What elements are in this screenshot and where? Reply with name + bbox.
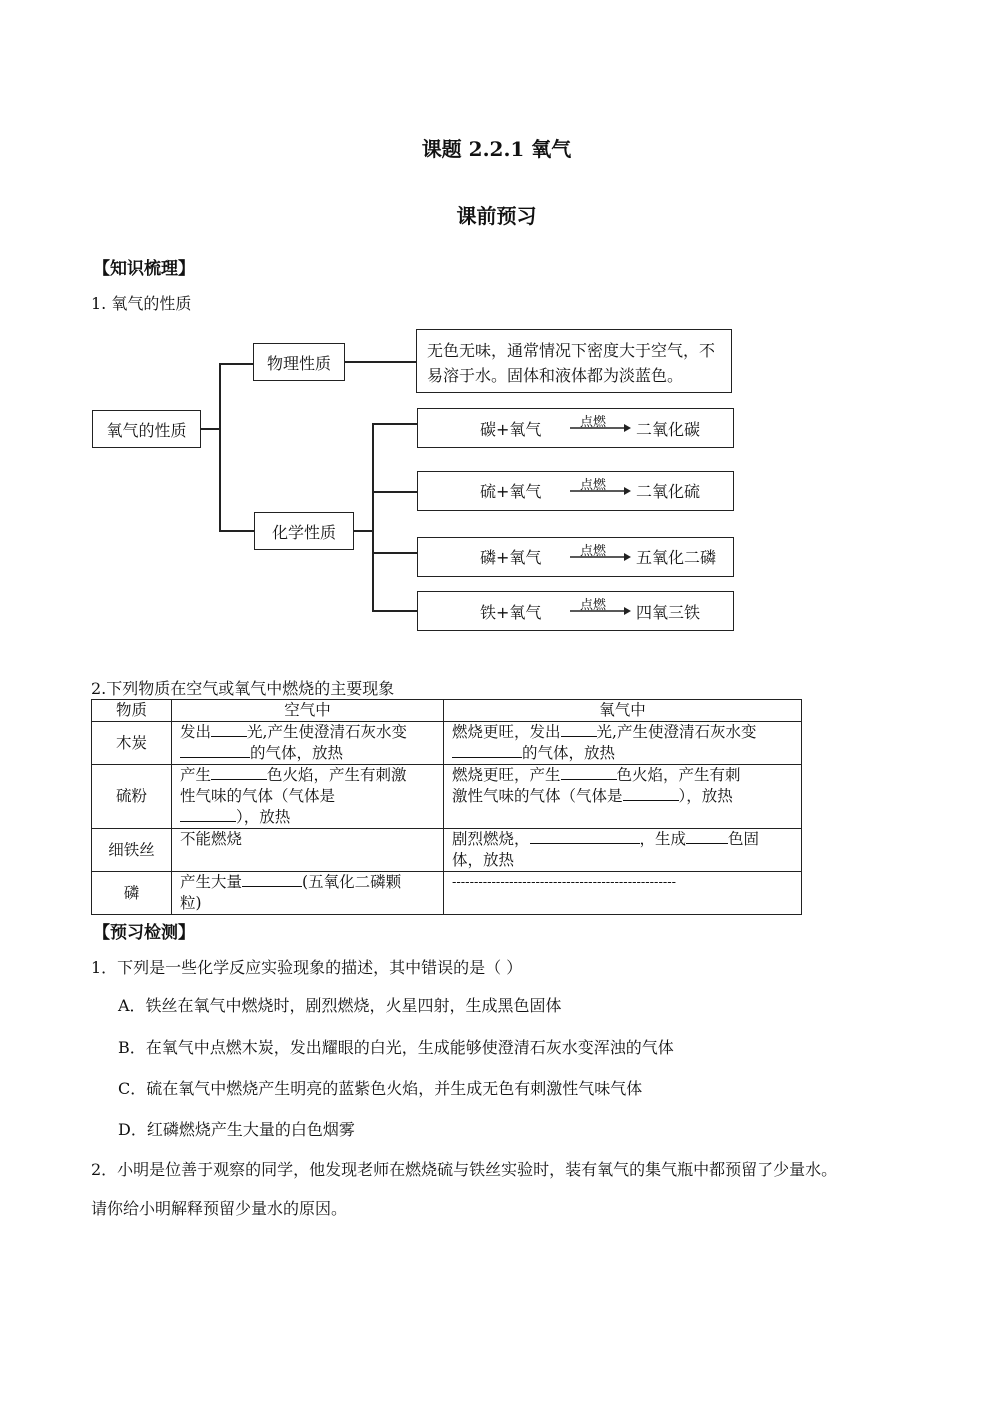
reactant-sulfur: 硫+氧气 <box>480 482 542 501</box>
connector-physical-desc <box>345 361 417 363</box>
condition-label: 点燃 <box>580 544 607 559</box>
connector-chemical-out <box>353 530 373 532</box>
cell-text: 燃烧更旺，产生 <box>452 766 561 784</box>
answer-blank[interactable] <box>561 722 597 737</box>
cell-text: ，生成 <box>639 830 687 848</box>
cell-text: 的气体，放热 <box>250 744 344 762</box>
product-carbon: 二氧化碳 <box>636 420 701 439</box>
reaction-box-phosphorus <box>417 537 734 577</box>
connector-root <box>200 428 220 430</box>
table-header-cell: 物质 <box>92 700 172 722</box>
connector-chemical <box>219 530 254 532</box>
connector-reaction-2 <box>372 491 418 493</box>
table-cell-substance: 硫粉 <box>92 765 172 829</box>
answer-blank[interactable] <box>561 765 617 780</box>
cell-text: --------------------------------------------------- <box>452 875 677 890</box>
cell-text: ），放热 <box>236 808 291 826</box>
reactant-phosphorus: 磷+氧气 <box>480 548 542 567</box>
condition-label: 点燃 <box>580 478 607 493</box>
physical-desc-line2: 易溶于水。固体和液体都为淡蓝色。 <box>427 366 684 385</box>
diagram-root-box <box>92 410 201 448</box>
chemical-property-label: 化学性质 <box>271 522 336 542</box>
cell-text: ），放热 <box>678 787 733 805</box>
table-cell-air <box>172 765 444 829</box>
diagram-root-label: 氧气的性质 <box>106 420 187 440</box>
table-row <box>92 722 802 765</box>
reaction-arrow-icon <box>570 606 632 616</box>
reaction-box-iron <box>417 591 734 631</box>
reactant-carbon: 碳+氧气 <box>480 420 542 439</box>
cell-text: 色固 <box>728 830 760 848</box>
table-cell-oxygen <box>444 765 802 829</box>
section-heading-check: 【预习检测】 <box>93 923 195 943</box>
condition-label: 点燃 <box>580 415 607 430</box>
question-2-line1: 2．小明是位善于观察的同学，他发现老师在燃烧硫与铁丝实验时，装有氧气的集气瓶中都预留了少量水。 <box>91 1160 838 1179</box>
product-iron: 四氧三铁 <box>636 603 701 622</box>
cell-text: 性气味的气体（气体是 <box>180 787 336 805</box>
table-cell-substance: 磷 <box>92 872 172 915</box>
question-2-line2: 请你给小明解释预留少量水的原因。 <box>91 1199 348 1218</box>
question-1-option-a[interactable]: A．铁丝在氧气中燃烧时，剧烈燃烧，火星四射，生成黑色固体 <box>118 996 562 1015</box>
connector-chemical-vertical <box>372 423 374 611</box>
answer-blank[interactable] <box>530 829 640 844</box>
answer-blank[interactable] <box>242 872 302 887</box>
table-cell-oxygen <box>444 872 802 915</box>
question-1: 1．下列是一些化学反应实验现象的描述，其中错误的是（ ） <box>91 958 523 977</box>
connector-reaction-1 <box>372 423 418 425</box>
answer-blank[interactable] <box>180 807 236 822</box>
question-1-option-b[interactable]: B．在氧气中点燃木炭，发出耀眼的白光，生成能够使澄清石灰水变浑浊的气体 <box>118 1038 674 1057</box>
cell-text: 色火焰，产生有刺激 <box>267 766 407 784</box>
table-header-row <box>92 700 802 722</box>
cell-text: 体，放热 <box>452 851 515 869</box>
reaction-arrow-icon <box>570 486 632 496</box>
reactant-iron: 铁+氧气 <box>480 603 542 622</box>
answer-blank[interactable] <box>211 765 267 780</box>
table-cell-substance: 木炭 <box>92 722 172 765</box>
cell-text: 产生 <box>180 766 212 784</box>
item-oxygen-properties: 1. 氧气的性质 <box>91 294 192 313</box>
answer-blank[interactable] <box>686 829 728 844</box>
answer-blank[interactable] <box>623 786 679 801</box>
chemical-property-box <box>254 512 354 550</box>
combustion-table <box>91 699 802 915</box>
cell-text: 粒) <box>180 894 202 912</box>
page-subtitle: 课前预习 <box>456 204 537 228</box>
cell-text: 不能燃烧 <box>180 830 243 848</box>
reaction-box-sulfur <box>417 471 734 511</box>
connector-physical <box>219 363 254 365</box>
table-cell-air <box>172 872 444 915</box>
table-header-cell: 空气中 <box>172 700 444 722</box>
reaction-arrow-icon <box>570 423 632 433</box>
cell-text: 产生大量 <box>180 873 243 891</box>
product-sulfur: 二氧化硫 <box>636 482 701 501</box>
table-cell-substance: 细铁丝 <box>92 829 172 872</box>
physical-property-label: 物理性质 <box>266 353 331 373</box>
section-heading-knowledge: 【知识梳理】 <box>93 259 195 279</box>
page-title: 课题 2.2.1 氧气 <box>421 137 572 161</box>
table-header-cell: 氧气中 <box>444 700 802 722</box>
question-1-option-c[interactable]: C．硫在氧气中燃烧产生明亮的蓝紫色火焰，并生成无色有刺激性气味气体 <box>118 1079 643 1098</box>
item-combustion-phenomena: 2.下列物质在空气或氧气中燃烧的主要现象 <box>91 679 395 698</box>
table-row <box>92 872 802 915</box>
cell-text: 的气体，放热 <box>522 744 616 762</box>
cell-text: 激性气味的气体（气体是 <box>452 787 623 805</box>
answer-blank[interactable] <box>452 743 522 758</box>
cell-text: 剧烈燃烧， <box>452 830 530 848</box>
physical-desc-box <box>416 329 732 393</box>
table-cell-air <box>172 829 444 872</box>
table-row <box>92 829 802 872</box>
physical-property-box <box>253 343 345 381</box>
connector-root-vertical <box>219 363 221 531</box>
table-row <box>92 765 802 829</box>
product-phosphorus: 五氧化二磷 <box>636 548 717 567</box>
cell-text: 燃烧更旺，发出 <box>452 723 561 741</box>
connector-reaction-3 <box>372 552 418 554</box>
answer-blank[interactable] <box>211 722 247 737</box>
table-cell-oxygen <box>444 829 802 872</box>
reaction-arrow-icon <box>570 552 632 562</box>
condition-label: 点燃 <box>580 598 607 613</box>
reaction-box-carbon <box>417 408 734 448</box>
cell-text: 光,产生使澄清石灰水变 <box>596 723 757 741</box>
cell-text: 发出 <box>180 723 212 741</box>
cell-text: 色火焰，产生有刺 <box>616 766 741 784</box>
cell-text: (五氧化二磷颗 <box>302 873 402 891</box>
table-cell-air <box>172 722 444 765</box>
question-1-option-d[interactable]: D．红磷燃烧产生大量的白色烟雾 <box>118 1120 355 1139</box>
cell-text: 光,产生使澄清石灰水变 <box>247 723 407 741</box>
physical-desc-line1: 无色无味，通常情况下密度大于空气，不 <box>427 341 716 360</box>
connector-reaction-4 <box>372 610 418 612</box>
table-cell-oxygen <box>444 722 802 765</box>
answer-blank[interactable] <box>180 743 250 758</box>
